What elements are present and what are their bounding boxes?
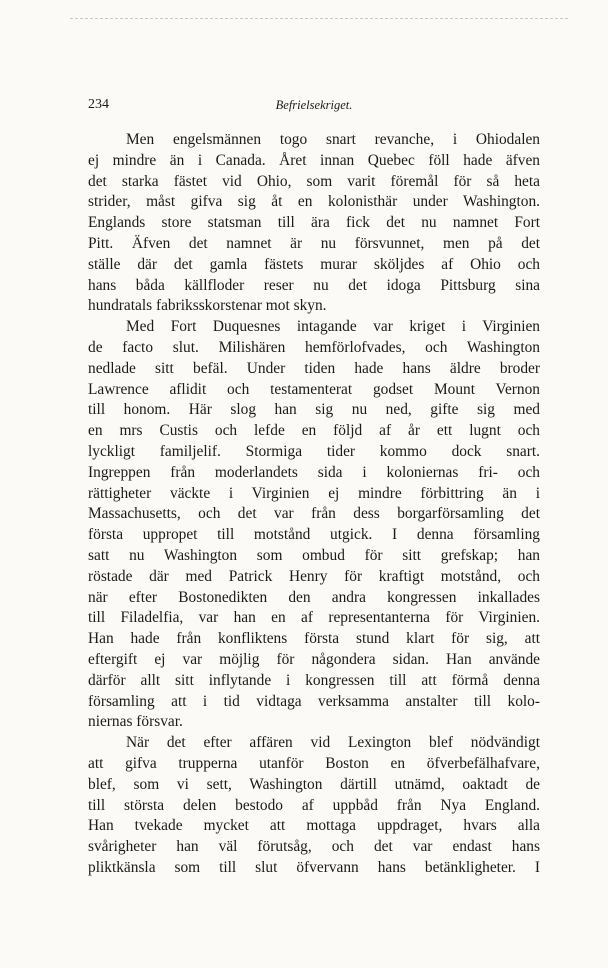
text-line: nedlade sitt befäl. Under tiden hade hans äldre broder: [88, 359, 540, 377]
text-line: svårigheter han väl förutsåg, och det var endast hans: [88, 838, 540, 856]
text-line: Lawrence aflidit och testamenterat godset Mount Vernon: [88, 380, 540, 398]
text-line: till honom. Här slog han sig nu ned, gifte sig med: [88, 401, 540, 419]
text-line: hundratals fabriksskorstenar mot skyn.: [88, 297, 327, 315]
text-line: Englands store statsman till ära fick det nu namnet Fort: [88, 214, 540, 232]
text-line: Han hade från konfliktens första stund klart för sig, att: [88, 630, 540, 648]
text-line: en mrs Custis och lefde en följd af år ett lugnt och: [88, 422, 540, 440]
text-line: Han tvekade mycket att mottaga uppdraget, hvars alla: [88, 817, 540, 835]
text-line: När det efter affären vid Lexington blef nödvändigt: [126, 734, 540, 752]
text-line: Med Fort Duquesnes intagande var kriget i Virginien: [126, 318, 540, 336]
text-line: rättigheter väckte i Virginien ej mindre förbittring än i: [88, 484, 540, 502]
text-line: till största delen bestodo af uppbåd från Nya England.: [88, 796, 540, 814]
text-line: eftergift ej var möjlig för någondera sidan. Han använde: [88, 650, 540, 668]
text-line: niernas försvar.: [88, 713, 183, 731]
paragraph-3: [88, 733, 540, 879]
text-line: Ingreppen från moderlandets sida i koloniernas fri- och: [88, 463, 540, 481]
text-line: Men engelsmännen togo snart revanche, i Ohiodalen: [126, 131, 540, 148]
text-line: det starka fästet vid Ohio, som varit föremål för så heta: [88, 172, 540, 190]
text-line: när efter Bostonedikten den andra kongressen inkallades: [88, 588, 540, 606]
text-line: de facto slut. Milishären hemförlofvades, och Washington: [88, 338, 540, 356]
text-line: lyckligt familjelif. Stormiga tider kommo dock snart.: [88, 442, 540, 460]
text-line: hans båda källfloder reser nu det idoga Pittsburg sina: [88, 276, 540, 294]
text-line: pliktkänsla som till slut öfvervann hans betänkligheter. I: [88, 858, 540, 876]
text-line: därför allt sitt inflytande i kongressen till att förmå denna: [88, 671, 540, 689]
text-line: satt nu Washington som ombud för sitt grefskap; han: [88, 546, 540, 564]
text-line: Pitt. Äfven det namnet är nu försvunnet, men på det: [88, 234, 540, 252]
text-line: till Filadelfia, var han en af representanterna för Virginien.: [88, 609, 540, 627]
text-line: församling att i tid vidtaga verksamma anstalter till kolo-: [88, 692, 540, 710]
running-title: Befrielsekriget.: [275, 98, 353, 112]
top-scan-edge-rule: [70, 18, 568, 19]
page-header: [88, 97, 540, 119]
body-text: [88, 130, 540, 879]
text-line: ställe där det gamla fästets murar sköljdes af Ohio och: [88, 255, 540, 273]
text-line: blef, som vi sett, Washington därtill utnämd, oaktadt de: [88, 775, 540, 793]
text-line: röstade där med Patrick Henry för kraftigt motstånd, och: [88, 567, 540, 585]
text-line: ej mindre än i Canada. Året innan Quebec föll hade äfven: [88, 151, 540, 169]
text-line: att gifva trupperna utanför Boston en öfverbefälhafvare,: [88, 754, 540, 772]
paragraph-2: [88, 317, 540, 733]
text-line: Massachusetts, och det var från dess borgarförsamling det: [88, 505, 540, 523]
text-line: första uppropet till motstånd utgick. I denna församling: [88, 526, 540, 544]
paragraph-1: [88, 130, 540, 317]
text-line: strider, måst gifva sig åt en kolonisthär under Washington.: [88, 193, 540, 211]
page-number: 234: [88, 97, 109, 112]
